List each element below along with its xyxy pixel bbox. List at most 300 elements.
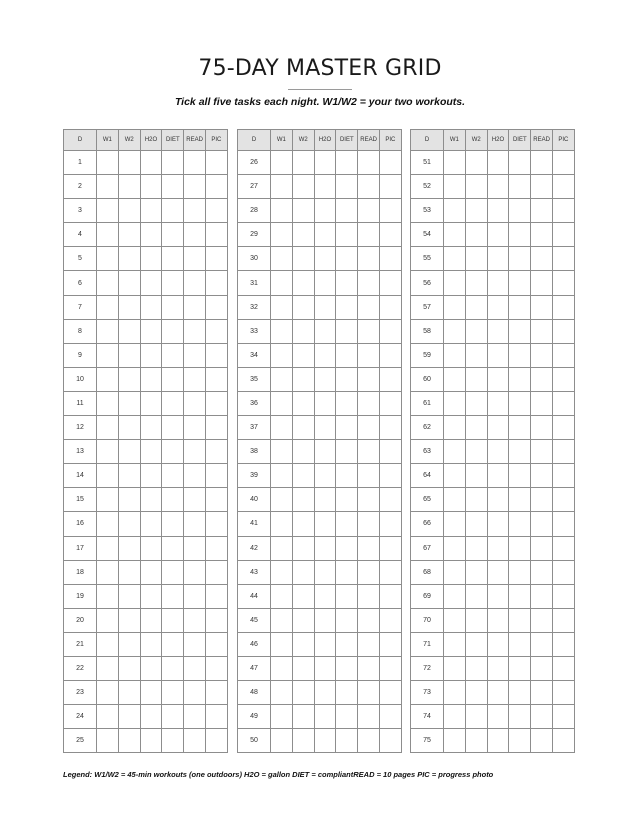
task-checkbox-cell[interactable] (552, 656, 574, 680)
task-checkbox-cell[interactable] (336, 391, 358, 415)
task-checkbox-cell[interactable] (444, 247, 466, 271)
task-checkbox-cell[interactable] (509, 295, 531, 319)
task-checkbox-cell[interactable] (314, 608, 336, 632)
task-checkbox-cell[interactable] (531, 295, 553, 319)
task-checkbox-cell[interactable] (444, 199, 466, 223)
task-checkbox-cell[interactable] (552, 608, 574, 632)
task-checkbox-cell[interactable] (140, 512, 162, 536)
task-checkbox-cell[interactable] (487, 271, 509, 295)
task-checkbox-cell[interactable] (271, 440, 293, 464)
task-checkbox-cell[interactable] (487, 608, 509, 632)
task-checkbox-cell[interactable] (552, 151, 574, 175)
task-checkbox-cell[interactable] (271, 560, 293, 584)
task-checkbox-cell[interactable] (140, 151, 162, 175)
task-checkbox-cell[interactable] (271, 656, 293, 680)
task-checkbox-cell[interactable] (184, 391, 206, 415)
task-checkbox-cell[interactable] (140, 681, 162, 705)
task-checkbox-cell[interactable] (205, 464, 227, 488)
task-checkbox-cell[interactable] (336, 271, 358, 295)
task-checkbox-cell[interactable] (140, 271, 162, 295)
task-checkbox-cell[interactable] (205, 343, 227, 367)
task-checkbox-cell[interactable] (314, 440, 336, 464)
task-checkbox-cell[interactable] (509, 608, 531, 632)
task-checkbox-cell[interactable] (487, 295, 509, 319)
task-checkbox-cell[interactable] (358, 391, 380, 415)
task-checkbox-cell[interactable] (379, 247, 401, 271)
task-checkbox-cell[interactable] (509, 223, 531, 247)
task-checkbox-cell[interactable] (444, 343, 466, 367)
task-checkbox-cell[interactable] (118, 391, 140, 415)
task-checkbox-cell[interactable] (358, 464, 380, 488)
task-checkbox-cell[interactable] (444, 512, 466, 536)
task-checkbox-cell[interactable] (531, 464, 553, 488)
task-checkbox-cell[interactable] (205, 488, 227, 512)
task-checkbox-cell[interactable] (162, 536, 184, 560)
task-checkbox-cell[interactable] (271, 367, 293, 391)
task-checkbox-cell[interactable] (314, 319, 336, 343)
task-checkbox-cell[interactable] (336, 295, 358, 319)
task-checkbox-cell[interactable] (336, 151, 358, 175)
task-checkbox-cell[interactable] (314, 729, 336, 753)
task-checkbox-cell[interactable] (444, 632, 466, 656)
task-checkbox-cell[interactable] (314, 416, 336, 440)
task-checkbox-cell[interactable] (271, 729, 293, 753)
task-checkbox-cell[interactable] (118, 367, 140, 391)
task-checkbox-cell[interactable] (140, 656, 162, 680)
task-checkbox-cell[interactable] (140, 632, 162, 656)
task-checkbox-cell[interactable] (358, 705, 380, 729)
task-checkbox-cell[interactable] (184, 367, 206, 391)
task-checkbox-cell[interactable] (292, 488, 314, 512)
task-checkbox-cell[interactable] (509, 512, 531, 536)
task-checkbox-cell[interactable] (314, 464, 336, 488)
task-checkbox-cell[interactable] (487, 729, 509, 753)
task-checkbox-cell[interactable] (465, 223, 487, 247)
task-checkbox-cell[interactable] (487, 705, 509, 729)
task-checkbox-cell[interactable] (97, 319, 119, 343)
task-checkbox-cell[interactable] (358, 416, 380, 440)
task-checkbox-cell[interactable] (140, 729, 162, 753)
task-checkbox-cell[interactable] (140, 367, 162, 391)
task-checkbox-cell[interactable] (205, 681, 227, 705)
task-checkbox-cell[interactable] (97, 391, 119, 415)
task-checkbox-cell[interactable] (205, 729, 227, 753)
task-checkbox-cell[interactable] (162, 608, 184, 632)
task-checkbox-cell[interactable] (465, 608, 487, 632)
task-checkbox-cell[interactable] (336, 199, 358, 223)
task-checkbox-cell[interactable] (118, 560, 140, 584)
task-checkbox-cell[interactable] (118, 536, 140, 560)
task-checkbox-cell[interactable] (552, 440, 574, 464)
task-checkbox-cell[interactable] (118, 488, 140, 512)
task-checkbox-cell[interactable] (292, 608, 314, 632)
task-checkbox-cell[interactable] (379, 512, 401, 536)
task-checkbox-cell[interactable] (140, 391, 162, 415)
task-checkbox-cell[interactable] (531, 512, 553, 536)
task-checkbox-cell[interactable] (531, 560, 553, 584)
task-checkbox-cell[interactable] (271, 295, 293, 319)
task-checkbox-cell[interactable] (358, 175, 380, 199)
task-checkbox-cell[interactable] (97, 705, 119, 729)
task-checkbox-cell[interactable] (487, 391, 509, 415)
task-checkbox-cell[interactable] (205, 151, 227, 175)
task-checkbox-cell[interactable] (487, 175, 509, 199)
task-checkbox-cell[interactable] (552, 247, 574, 271)
task-checkbox-cell[interactable] (118, 656, 140, 680)
task-checkbox-cell[interactable] (487, 512, 509, 536)
task-checkbox-cell[interactable] (140, 175, 162, 199)
task-checkbox-cell[interactable] (162, 367, 184, 391)
task-checkbox-cell[interactable] (118, 271, 140, 295)
task-checkbox-cell[interactable] (379, 681, 401, 705)
task-checkbox-cell[interactable] (97, 512, 119, 536)
task-checkbox-cell[interactable] (358, 367, 380, 391)
task-checkbox-cell[interactable] (379, 199, 401, 223)
task-checkbox-cell[interactable] (292, 705, 314, 729)
task-checkbox-cell[interactable] (205, 391, 227, 415)
task-checkbox-cell[interactable] (292, 175, 314, 199)
task-checkbox-cell[interactable] (487, 247, 509, 271)
task-checkbox-cell[interactable] (444, 151, 466, 175)
task-checkbox-cell[interactable] (465, 464, 487, 488)
task-checkbox-cell[interactable] (97, 464, 119, 488)
task-checkbox-cell[interactable] (271, 199, 293, 223)
task-checkbox-cell[interactable] (509, 247, 531, 271)
task-checkbox-cell[interactable] (465, 367, 487, 391)
task-checkbox-cell[interactable] (509, 440, 531, 464)
task-checkbox-cell[interactable] (118, 608, 140, 632)
task-checkbox-cell[interactable] (358, 729, 380, 753)
task-checkbox-cell[interactable] (465, 440, 487, 464)
task-checkbox-cell[interactable] (184, 632, 206, 656)
task-checkbox-cell[interactable] (444, 608, 466, 632)
task-checkbox-cell[interactable] (358, 199, 380, 223)
task-checkbox-cell[interactable] (509, 391, 531, 415)
task-checkbox-cell[interactable] (552, 536, 574, 560)
task-checkbox-cell[interactable] (162, 295, 184, 319)
task-checkbox-cell[interactable] (379, 560, 401, 584)
task-checkbox-cell[interactable] (465, 536, 487, 560)
task-checkbox-cell[interactable] (379, 729, 401, 753)
task-checkbox-cell[interactable] (552, 199, 574, 223)
task-checkbox-cell[interactable] (444, 560, 466, 584)
task-checkbox-cell[interactable] (118, 319, 140, 343)
task-checkbox-cell[interactable] (118, 343, 140, 367)
task-checkbox-cell[interactable] (271, 536, 293, 560)
task-checkbox-cell[interactable] (465, 681, 487, 705)
task-checkbox-cell[interactable] (465, 656, 487, 680)
task-checkbox-cell[interactable] (292, 319, 314, 343)
task-checkbox-cell[interactable] (140, 416, 162, 440)
task-checkbox-cell[interactable] (531, 536, 553, 560)
task-checkbox-cell[interactable] (184, 584, 206, 608)
task-checkbox-cell[interactable] (314, 536, 336, 560)
task-checkbox-cell[interactable] (444, 391, 466, 415)
task-checkbox-cell[interactable] (358, 584, 380, 608)
task-checkbox-cell[interactable] (379, 608, 401, 632)
task-checkbox-cell[interactable] (162, 416, 184, 440)
task-checkbox-cell[interactable] (336, 584, 358, 608)
task-checkbox-cell[interactable] (531, 247, 553, 271)
task-checkbox-cell[interactable] (205, 608, 227, 632)
task-checkbox-cell[interactable] (292, 151, 314, 175)
task-checkbox-cell[interactable] (552, 512, 574, 536)
task-checkbox-cell[interactable] (336, 536, 358, 560)
task-checkbox-cell[interactable] (314, 343, 336, 367)
task-checkbox-cell[interactable] (358, 560, 380, 584)
task-checkbox-cell[interactable] (444, 367, 466, 391)
task-checkbox-cell[interactable] (184, 151, 206, 175)
task-checkbox-cell[interactable] (292, 391, 314, 415)
task-checkbox-cell[interactable] (444, 175, 466, 199)
task-checkbox-cell[interactable] (271, 632, 293, 656)
task-checkbox-cell[interactable] (292, 223, 314, 247)
task-checkbox-cell[interactable] (509, 681, 531, 705)
task-checkbox-cell[interactable] (184, 199, 206, 223)
task-checkbox-cell[interactable] (552, 464, 574, 488)
task-checkbox-cell[interactable] (531, 319, 553, 343)
task-checkbox-cell[interactable] (292, 584, 314, 608)
task-checkbox-cell[interactable] (292, 199, 314, 223)
task-checkbox-cell[interactable] (271, 343, 293, 367)
task-checkbox-cell[interactable] (487, 488, 509, 512)
task-checkbox-cell[interactable] (379, 416, 401, 440)
task-checkbox-cell[interactable] (552, 391, 574, 415)
task-checkbox-cell[interactable] (336, 319, 358, 343)
task-checkbox-cell[interactable] (184, 343, 206, 367)
task-checkbox-cell[interactable] (509, 488, 531, 512)
task-checkbox-cell[interactable] (184, 560, 206, 584)
task-checkbox-cell[interactable] (314, 488, 336, 512)
task-checkbox-cell[interactable] (162, 440, 184, 464)
task-checkbox-cell[interactable] (162, 512, 184, 536)
task-checkbox-cell[interactable] (552, 295, 574, 319)
task-checkbox-cell[interactable] (552, 488, 574, 512)
task-checkbox-cell[interactable] (531, 681, 553, 705)
task-checkbox-cell[interactable] (205, 199, 227, 223)
task-checkbox-cell[interactable] (358, 343, 380, 367)
task-checkbox-cell[interactable] (314, 705, 336, 729)
task-checkbox-cell[interactable] (271, 464, 293, 488)
task-checkbox-cell[interactable] (509, 632, 531, 656)
task-checkbox-cell[interactable] (97, 199, 119, 223)
task-checkbox-cell[interactable] (140, 440, 162, 464)
task-checkbox-cell[interactable] (552, 584, 574, 608)
task-checkbox-cell[interactable] (97, 681, 119, 705)
task-checkbox-cell[interactable] (379, 319, 401, 343)
task-checkbox-cell[interactable] (162, 488, 184, 512)
task-checkbox-cell[interactable] (271, 247, 293, 271)
task-checkbox-cell[interactable] (465, 199, 487, 223)
task-checkbox-cell[interactable] (118, 705, 140, 729)
task-checkbox-cell[interactable] (552, 271, 574, 295)
task-checkbox-cell[interactable] (336, 367, 358, 391)
task-checkbox-cell[interactable] (531, 175, 553, 199)
task-checkbox-cell[interactable] (379, 223, 401, 247)
task-checkbox-cell[interactable] (358, 223, 380, 247)
task-checkbox-cell[interactable] (358, 681, 380, 705)
task-checkbox-cell[interactable] (336, 416, 358, 440)
task-checkbox-cell[interactable] (162, 391, 184, 415)
task-checkbox-cell[interactable] (336, 512, 358, 536)
task-checkbox-cell[interactable] (509, 729, 531, 753)
task-checkbox-cell[interactable] (314, 391, 336, 415)
task-checkbox-cell[interactable] (97, 416, 119, 440)
task-checkbox-cell[interactable] (184, 536, 206, 560)
task-checkbox-cell[interactable] (487, 367, 509, 391)
task-checkbox-cell[interactable] (358, 488, 380, 512)
task-checkbox-cell[interactable] (118, 175, 140, 199)
task-checkbox-cell[interactable] (118, 440, 140, 464)
task-checkbox-cell[interactable] (358, 536, 380, 560)
task-checkbox-cell[interactable] (336, 175, 358, 199)
task-checkbox-cell[interactable] (487, 343, 509, 367)
task-checkbox-cell[interactable] (184, 223, 206, 247)
task-checkbox-cell[interactable] (184, 488, 206, 512)
task-checkbox-cell[interactable] (271, 416, 293, 440)
task-checkbox-cell[interactable] (118, 584, 140, 608)
task-checkbox-cell[interactable] (97, 729, 119, 753)
task-checkbox-cell[interactable] (358, 247, 380, 271)
task-checkbox-cell[interactable] (531, 271, 553, 295)
task-checkbox-cell[interactable] (465, 632, 487, 656)
task-checkbox-cell[interactable] (358, 608, 380, 632)
task-checkbox-cell[interactable] (184, 512, 206, 536)
task-checkbox-cell[interactable] (97, 175, 119, 199)
task-checkbox-cell[interactable] (314, 271, 336, 295)
task-checkbox-cell[interactable] (118, 416, 140, 440)
task-checkbox-cell[interactable] (292, 440, 314, 464)
task-checkbox-cell[interactable] (336, 440, 358, 464)
task-checkbox-cell[interactable] (97, 223, 119, 247)
task-checkbox-cell[interactable] (271, 223, 293, 247)
task-checkbox-cell[interactable] (358, 319, 380, 343)
task-checkbox-cell[interactable] (184, 705, 206, 729)
task-checkbox-cell[interactable] (97, 560, 119, 584)
task-checkbox-cell[interactable] (465, 584, 487, 608)
task-checkbox-cell[interactable] (465, 175, 487, 199)
task-checkbox-cell[interactable] (184, 175, 206, 199)
task-checkbox-cell[interactable] (162, 319, 184, 343)
task-checkbox-cell[interactable] (292, 271, 314, 295)
task-checkbox-cell[interactable] (379, 440, 401, 464)
task-checkbox-cell[interactable] (509, 705, 531, 729)
task-checkbox-cell[interactable] (140, 343, 162, 367)
task-checkbox-cell[interactable] (465, 705, 487, 729)
task-checkbox-cell[interactable] (509, 416, 531, 440)
task-checkbox-cell[interactable] (184, 608, 206, 632)
task-checkbox-cell[interactable] (531, 416, 553, 440)
task-checkbox-cell[interactable] (444, 416, 466, 440)
task-checkbox-cell[interactable] (531, 391, 553, 415)
task-checkbox-cell[interactable] (379, 584, 401, 608)
task-checkbox-cell[interactable] (465, 295, 487, 319)
task-checkbox-cell[interactable] (271, 705, 293, 729)
task-checkbox-cell[interactable] (379, 343, 401, 367)
task-checkbox-cell[interactable] (292, 656, 314, 680)
task-checkbox-cell[interactable] (444, 488, 466, 512)
task-checkbox-cell[interactable] (271, 488, 293, 512)
task-checkbox-cell[interactable] (552, 343, 574, 367)
task-checkbox-cell[interactable] (118, 223, 140, 247)
task-checkbox-cell[interactable] (292, 367, 314, 391)
task-checkbox-cell[interactable] (358, 151, 380, 175)
task-checkbox-cell[interactable] (271, 681, 293, 705)
task-checkbox-cell[interactable] (97, 608, 119, 632)
task-checkbox-cell[interactable] (162, 199, 184, 223)
task-checkbox-cell[interactable] (162, 464, 184, 488)
task-checkbox-cell[interactable] (531, 632, 553, 656)
task-checkbox-cell[interactable] (336, 729, 358, 753)
task-checkbox-cell[interactable] (531, 367, 553, 391)
task-checkbox-cell[interactable] (97, 488, 119, 512)
task-checkbox-cell[interactable] (531, 584, 553, 608)
task-checkbox-cell[interactable] (97, 440, 119, 464)
task-checkbox-cell[interactable] (140, 319, 162, 343)
task-checkbox-cell[interactable] (444, 295, 466, 319)
task-checkbox-cell[interactable] (271, 608, 293, 632)
task-checkbox-cell[interactable] (531, 440, 553, 464)
task-checkbox-cell[interactable] (465, 512, 487, 536)
task-checkbox-cell[interactable] (531, 223, 553, 247)
task-checkbox-cell[interactable] (314, 199, 336, 223)
task-checkbox-cell[interactable] (162, 175, 184, 199)
task-checkbox-cell[interactable] (509, 560, 531, 584)
task-checkbox-cell[interactable] (444, 656, 466, 680)
task-checkbox-cell[interactable] (379, 175, 401, 199)
task-checkbox-cell[interactable] (162, 681, 184, 705)
task-checkbox-cell[interactable] (184, 271, 206, 295)
task-checkbox-cell[interactable] (379, 367, 401, 391)
task-checkbox-cell[interactable] (140, 488, 162, 512)
task-checkbox-cell[interactable] (140, 199, 162, 223)
task-checkbox-cell[interactable] (509, 584, 531, 608)
task-checkbox-cell[interactable] (487, 223, 509, 247)
task-checkbox-cell[interactable] (487, 656, 509, 680)
task-checkbox-cell[interactable] (184, 656, 206, 680)
task-checkbox-cell[interactable] (509, 536, 531, 560)
task-checkbox-cell[interactable] (205, 271, 227, 295)
task-checkbox-cell[interactable] (509, 343, 531, 367)
task-checkbox-cell[interactable] (465, 560, 487, 584)
task-checkbox-cell[interactable] (358, 440, 380, 464)
task-checkbox-cell[interactable] (292, 512, 314, 536)
task-checkbox-cell[interactable] (162, 247, 184, 271)
task-checkbox-cell[interactable] (379, 295, 401, 319)
task-checkbox-cell[interactable] (336, 343, 358, 367)
task-checkbox-cell[interactable] (97, 343, 119, 367)
task-checkbox-cell[interactable] (552, 560, 574, 584)
task-checkbox-cell[interactable] (314, 295, 336, 319)
task-checkbox-cell[interactable] (379, 151, 401, 175)
task-checkbox-cell[interactable] (118, 295, 140, 319)
task-checkbox-cell[interactable] (487, 416, 509, 440)
task-checkbox-cell[interactable] (205, 632, 227, 656)
task-checkbox-cell[interactable] (97, 536, 119, 560)
task-checkbox-cell[interactable] (487, 199, 509, 223)
task-checkbox-cell[interactable] (140, 584, 162, 608)
task-checkbox-cell[interactable] (465, 271, 487, 295)
task-checkbox-cell[interactable] (444, 584, 466, 608)
task-checkbox-cell[interactable] (184, 440, 206, 464)
task-checkbox-cell[interactable] (509, 175, 531, 199)
task-checkbox-cell[interactable] (184, 464, 206, 488)
task-checkbox-cell[interactable] (140, 536, 162, 560)
task-checkbox-cell[interactable] (97, 271, 119, 295)
task-checkbox-cell[interactable] (531, 608, 553, 632)
task-checkbox-cell[interactable] (465, 416, 487, 440)
task-checkbox-cell[interactable] (465, 319, 487, 343)
